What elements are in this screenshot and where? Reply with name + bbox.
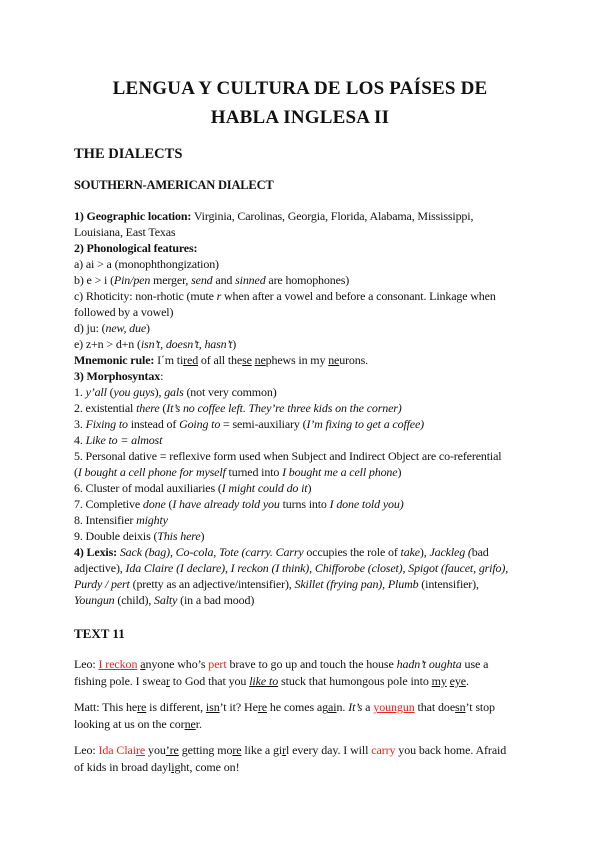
phon-c-2: followed by a vowel) (74, 305, 174, 319)
dialect-notes (74, 208, 534, 608)
title-line-1: LENGUA Y CULTURA DE LOS PAÍSES DE (112, 78, 488, 99)
lexis-line-2: adjective), Ida Claire (I declare), I reckon (I think), Chifforobe (closet), Spigot (faucet, grifo), (74, 561, 509, 575)
morph-item-6: 6. Cluster of modal auxiliaries (I might could do it) (74, 481, 312, 495)
morph-item-1: 1. y’all (you guys), gals (not very common) (74, 385, 277, 399)
morph-item-3: 3. Fixing to instead of Going to = semi-auxiliary (I’m fixing to get a coffee) (74, 417, 425, 431)
document-title (74, 74, 526, 132)
phon-c-1: c) Rhoticity: non-rhotic (mute r when after a vowel and before a consonant. Linkage when (74, 289, 496, 303)
lexis-line-3: Purdy / pert (pretty as an adjective/intensifier), Skillet (frying pan), Plumb (intensifier), (74, 577, 479, 591)
phon-e: e) z+n > d+n (isn’t, doesn’t, hasn’t) (74, 337, 237, 351)
morph-item-9: 9. Double deixis (This here) (74, 529, 205, 543)
morph-item-4: 4. Like to = almost (74, 433, 163, 447)
lexis-line-4: Youngun (child), Salty (in a bad mood) (74, 593, 255, 607)
morph-item-5-example: (I bought a cell phone for myself turned into I bought me a cell phone) (74, 465, 402, 479)
dialog-paragraph-matt: Matt: This here is different, isn’t it? Here he comes again. It’s a youngun that doesn’t stop looking at us on the corner. (74, 700, 495, 731)
mnemonic-rule: Mnemonic rule: I´m tired of all these nephews in my neurons. (74, 353, 368, 367)
text-title: TEXT 11 (74, 626, 125, 641)
lexis-line-1: 4) Lexis: Sack (bag), Co-cola, Tote (carry. Carry occupies the role of take), Jackleg (bad (74, 545, 489, 559)
morph-item-8: 8. Intensifier mighty (74, 513, 168, 527)
geo-line-2: Louisiana, East Texas (74, 225, 176, 239)
section-title: THE DIALECTS (74, 146, 183, 162)
phon-heading: 2) Phonological features: (74, 241, 198, 255)
morph-item-5: 5. Personal dative = reflexive form used when Subject and Indirect Object are co-referential (74, 449, 502, 463)
phon-b: b) e > i (Pin/pen merger, send and sinned are homophones) (74, 273, 350, 287)
morph-heading: 3) Morphosyntax: (74, 369, 164, 383)
phon-d: d) ju: (new, due) (74, 321, 150, 335)
title-line-2: HABLA INGLESA II (210, 107, 390, 128)
subsection-title: SOUTHERN-AMERICAN DIALECT (74, 178, 274, 192)
dialog-paragraph-leo-1: Leo: I reckon anyone who’s pert brave to go up and touch the house hadn’t oughta use a fishing pole. I swear to God that you like to stuck that humongous pole into my eye. (74, 657, 489, 688)
morph-item-7: 7. Completive done (I have already told you turns into I done told you) (74, 497, 404, 511)
dialog-paragraph-leo-2: Leo: Ida Claire you’re getting more like a girl every day. I will carry you back home. Afraid of kids in broad daylight, come on! (74, 743, 507, 774)
geo-line-1: 1) Geographic location: Virginia, Carolinas, Georgia, Florida, Alabama, Mississippi, (74, 209, 474, 223)
morph-item-2: 2. existential there (It’s no coffee left. They’re three kids on the corner) (74, 401, 402, 415)
phon-a: a) ai > a (monophthongization) (74, 257, 219, 271)
